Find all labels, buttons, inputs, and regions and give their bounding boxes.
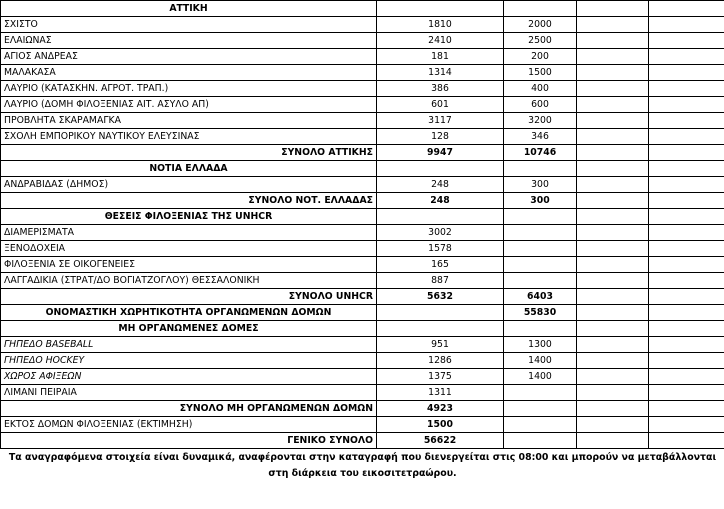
empty-cell bbox=[649, 97, 724, 113]
capacity-value bbox=[504, 273, 577, 289]
table-row bbox=[1, 49, 724, 65]
subtotal-capacity: 6403 bbox=[504, 289, 577, 305]
capacity-value bbox=[504, 417, 577, 433]
row-label: ΑΝΔΡΑΒΙΔΑΣ (ΔΗΜΟΣ) bbox=[1, 177, 377, 193]
empty-cell bbox=[377, 1, 504, 17]
subtotal-count: 9947 bbox=[377, 145, 504, 161]
empty-cell bbox=[577, 1, 649, 17]
empty-cell bbox=[649, 433, 724, 449]
capacity-value bbox=[504, 257, 577, 273]
row-label: ΛΑΓΓΑΔΙΚΙΑ (ΣΤΡΑΤ/ΔΟ ΒΟΓΙΑΤΖΟΓΛΟΥ) ΘΕΣΣΑΛΟΝΙΚΗ bbox=[1, 273, 377, 289]
current-count: 3002 bbox=[377, 225, 504, 241]
empty-cell bbox=[377, 209, 504, 225]
capacity-value bbox=[504, 241, 577, 257]
section-header-row bbox=[1, 209, 724, 225]
subtotal-label: ΣΥΝΟΛΟ ΑΤΤΙΚΗΣ bbox=[1, 145, 377, 161]
empty-cell bbox=[649, 1, 724, 17]
empty-cell bbox=[649, 81, 724, 97]
capacity-value bbox=[504, 225, 577, 241]
empty-cell bbox=[577, 209, 649, 225]
current-count: 1810 bbox=[377, 17, 504, 33]
table-row bbox=[1, 417, 724, 433]
empty-cell bbox=[577, 161, 649, 177]
current-count: 386 bbox=[377, 81, 504, 97]
capacity-value: 1400 bbox=[504, 369, 577, 385]
empty-cell bbox=[577, 81, 649, 97]
empty-cell bbox=[577, 353, 649, 369]
current-count: 1500 bbox=[377, 417, 504, 433]
empty-cell bbox=[377, 321, 504, 337]
current-count: 248 bbox=[377, 177, 504, 193]
subtotal-row bbox=[1, 401, 724, 417]
empty-cell bbox=[577, 33, 649, 49]
row-label: ΧΩΡΟΣ ΑΦΙΞΕΩΝ bbox=[1, 369, 377, 385]
empty-cell bbox=[577, 49, 649, 65]
empty-cell bbox=[649, 273, 724, 289]
current-count: 2410 bbox=[377, 33, 504, 49]
row-label: ΜΑΛΑΚΑΣΑ bbox=[1, 65, 377, 81]
empty-cell bbox=[649, 385, 724, 401]
empty-cell bbox=[577, 225, 649, 241]
table-row bbox=[1, 17, 724, 33]
row-label: ΛΑΥΡΙΟ (ΔΟΜΗ ΦΙΛΟΞΕΝΙΑΣ ΑΙΤ. ΑΣΥΛΟ ΑΠ) bbox=[1, 97, 377, 113]
capacity-value: 346 bbox=[504, 129, 577, 145]
table-row bbox=[1, 33, 724, 49]
table-row bbox=[1, 65, 724, 81]
empty-cell bbox=[649, 369, 724, 385]
current-count: 1314 bbox=[377, 65, 504, 81]
empty-cell bbox=[649, 321, 724, 337]
grand-total-label: ΓΕΝΙΚΟ ΣΥΝΟΛΟ bbox=[1, 433, 377, 449]
capacity-value: 400 bbox=[504, 81, 577, 97]
empty-cell bbox=[649, 401, 724, 417]
current-count: 1578 bbox=[377, 241, 504, 257]
current-count: 601 bbox=[377, 97, 504, 113]
nominal-capacity-label: ΟΝΟΜΑΣΤΙΚΗ ΧΩΡΗΤΙΚΟΤΗΤΑ ΟΡΓΑΝΩΜΕΝΩΝ ΔΟΜΩΝ bbox=[1, 305, 377, 321]
empty-cell bbox=[577, 305, 649, 321]
empty-cell bbox=[577, 273, 649, 289]
empty-cell bbox=[649, 289, 724, 305]
current-count: 887 bbox=[377, 273, 504, 289]
empty-cell bbox=[577, 241, 649, 257]
section-header: ΜΗ ΟΡΓΑΝΩΜΕΝΕΣ ΔΟΜΕΣ bbox=[1, 321, 377, 337]
table-row bbox=[1, 113, 724, 129]
row-label: ΓΗΠΕΔΟ BASEBALL bbox=[1, 337, 377, 353]
row-label: ΕΛΑΙΩΝΑΣ bbox=[1, 33, 377, 49]
table-row bbox=[1, 273, 724, 289]
empty-cell bbox=[577, 145, 649, 161]
subtotal-row bbox=[1, 289, 724, 305]
table-row bbox=[1, 81, 724, 97]
empty-cell bbox=[504, 1, 577, 17]
subtotal-capacity: 10746 bbox=[504, 145, 577, 161]
empty-cell bbox=[649, 113, 724, 129]
empty-cell bbox=[649, 241, 724, 257]
row-label: ΕΚΤΟΣ ΔΟΜΩΝ ΦΙΛΟΞΕΝΙΑΣ (ΕΚΤΙΜΗΣΗ) bbox=[1, 417, 377, 433]
table-row bbox=[1, 97, 724, 113]
table-row bbox=[1, 225, 724, 241]
section-header: ΑΤΤΙΚΗ bbox=[1, 1, 377, 17]
empty-cell bbox=[649, 193, 724, 209]
capacity-value bbox=[504, 385, 577, 401]
subtotal-row bbox=[1, 193, 724, 209]
empty-cell bbox=[577, 433, 649, 449]
empty-cell bbox=[577, 113, 649, 129]
subtotal-label: ΣΥΝΟΛΟ UNHCR bbox=[1, 289, 377, 305]
subtotal-count: 4923 bbox=[377, 401, 504, 417]
row-label: ΑΓΙΟΣ ΑΝΔΡΕΑΣ bbox=[1, 49, 377, 65]
empty-cell bbox=[577, 129, 649, 145]
footer-note-row bbox=[1, 449, 724, 483]
empty-cell bbox=[577, 401, 649, 417]
empty-cell bbox=[649, 257, 724, 273]
empty-cell bbox=[649, 209, 724, 225]
subtotal-capacity bbox=[504, 401, 577, 417]
nominal-capacity-value: 55830 bbox=[504, 305, 577, 321]
empty-cell bbox=[577, 337, 649, 353]
capacity-value: 200 bbox=[504, 49, 577, 65]
empty-cell bbox=[377, 161, 504, 177]
row-label: ΠΡΟΒΛΗΤΑ ΣΚΑΡΑΜΑΓΚΑ bbox=[1, 113, 377, 129]
row-label: ΓΗΠΕΔΟ HOCKEY bbox=[1, 353, 377, 369]
empty-cell bbox=[649, 145, 724, 161]
empty-cell bbox=[577, 289, 649, 305]
table-row bbox=[1, 257, 724, 273]
subtotal-row bbox=[1, 145, 724, 161]
current-count: 165 bbox=[377, 257, 504, 273]
empty-cell bbox=[577, 65, 649, 81]
table-row bbox=[1, 337, 724, 353]
table-row bbox=[1, 129, 724, 145]
row-label: ΣΧΟΛΗ ΕΜΠΟΡΙΚΟΥ ΝΑΥΤΙΚΟΥ ΕΛΕΥΣΙΝΑΣ bbox=[1, 129, 377, 145]
row-label: ΞΕΝΟΔΟΧΕΙΑ bbox=[1, 241, 377, 257]
empty-cell bbox=[577, 369, 649, 385]
empty-cell bbox=[649, 65, 724, 81]
table-row bbox=[1, 353, 724, 369]
empty-cell bbox=[577, 385, 649, 401]
empty-cell bbox=[649, 129, 724, 145]
empty-cell bbox=[649, 337, 724, 353]
empty-cell bbox=[649, 225, 724, 241]
empty-cell bbox=[504, 209, 577, 225]
empty-cell bbox=[504, 161, 577, 177]
empty-cell bbox=[649, 305, 724, 321]
empty-cell bbox=[649, 49, 724, 65]
capacity-value: 1400 bbox=[504, 353, 577, 369]
empty-cell bbox=[577, 321, 649, 337]
capacity-value: 2000 bbox=[504, 17, 577, 33]
table-row bbox=[1, 369, 724, 385]
footer-note: Τα αναγραφόμενα στοιχεία είναι δυναμικά, αναφέρονται στην καταγραφή που διενεργείται στις 08:00 και μπορούν να μεταβάλλονται στη διάρκεια του εικοσιτετραώρου. bbox=[1, 449, 724, 483]
current-count: 128 bbox=[377, 129, 504, 145]
current-count: 951 bbox=[377, 337, 504, 353]
empty-cell bbox=[649, 353, 724, 369]
grand-total-row bbox=[1, 433, 724, 449]
row-label: ΔΙΑΜΕΡΙΣΜΑΤΑ bbox=[1, 225, 377, 241]
empty-cell bbox=[504, 433, 577, 449]
subtotal-count: 5632 bbox=[377, 289, 504, 305]
current-count: 1286 bbox=[377, 353, 504, 369]
empty-cell bbox=[649, 161, 724, 177]
table-row bbox=[1, 177, 724, 193]
current-count: 3117 bbox=[377, 113, 504, 129]
nominal-capacity-row bbox=[1, 305, 724, 321]
subtotal-label: ΣΥΝΟΛΟ ΜΗ ΟΡΓΑΝΩΜΕΝΩΝ ΔΟΜΩΝ bbox=[1, 401, 377, 417]
grand-total-value: 56622 bbox=[377, 433, 504, 449]
row-label: ΛΙΜΑΝΙ ΠΕΙΡΑΙΑ bbox=[1, 385, 377, 401]
row-label: ΦΙΛΟΞΕΝΙΑ ΣΕ ΟΙΚΟΓΕΝΕΙΕΣ bbox=[1, 257, 377, 273]
empty-cell bbox=[577, 257, 649, 273]
section-header: ΘΕΣΕΙΣ ΦΙΛΟΞΕΝΙΑΣ ΤΗΣ UNHCR bbox=[1, 209, 377, 225]
subtotal-label: ΣΥΝΟΛΟ ΝΟΤ. ΕΛΛΑΔΑΣ bbox=[1, 193, 377, 209]
empty-cell bbox=[649, 33, 724, 49]
capacity-value: 1300 bbox=[504, 337, 577, 353]
empty-cell bbox=[577, 177, 649, 193]
section-header-row bbox=[1, 1, 724, 17]
empty-cell bbox=[504, 321, 577, 337]
empty-cell bbox=[577, 97, 649, 113]
empty-cell bbox=[649, 177, 724, 193]
capacity-value: 300 bbox=[504, 177, 577, 193]
subtotal-capacity: 300 bbox=[504, 193, 577, 209]
row-label: ΣΧΙΣΤΟ bbox=[1, 17, 377, 33]
empty-cell bbox=[649, 417, 724, 433]
empty-cell bbox=[577, 17, 649, 33]
table-row bbox=[1, 241, 724, 257]
table-body bbox=[1, 1, 724, 449]
empty-cell bbox=[377, 305, 504, 321]
current-count: 1375 bbox=[377, 369, 504, 385]
section-header-row bbox=[1, 161, 724, 177]
section-header-row bbox=[1, 321, 724, 337]
empty-cell bbox=[577, 417, 649, 433]
capacity-value: 1500 bbox=[504, 65, 577, 81]
capacity-value: 3200 bbox=[504, 113, 577, 129]
empty-cell bbox=[577, 193, 649, 209]
capacity-value: 2500 bbox=[504, 33, 577, 49]
current-count: 181 bbox=[377, 49, 504, 65]
current-count: 1311 bbox=[377, 385, 504, 401]
section-header: ΝΟΤΙΑ ΕΛΛΑΔΑ bbox=[1, 161, 377, 177]
empty-cell bbox=[649, 17, 724, 33]
table-row bbox=[1, 385, 724, 401]
capacity-value: 600 bbox=[504, 97, 577, 113]
subtotal-count: 248 bbox=[377, 193, 504, 209]
row-label: ΛΑΥΡΙΟ (ΚΑΤΑΣΚΗΝ. ΑΓΡΟΤ. ΤΡΑΠ.) bbox=[1, 81, 377, 97]
